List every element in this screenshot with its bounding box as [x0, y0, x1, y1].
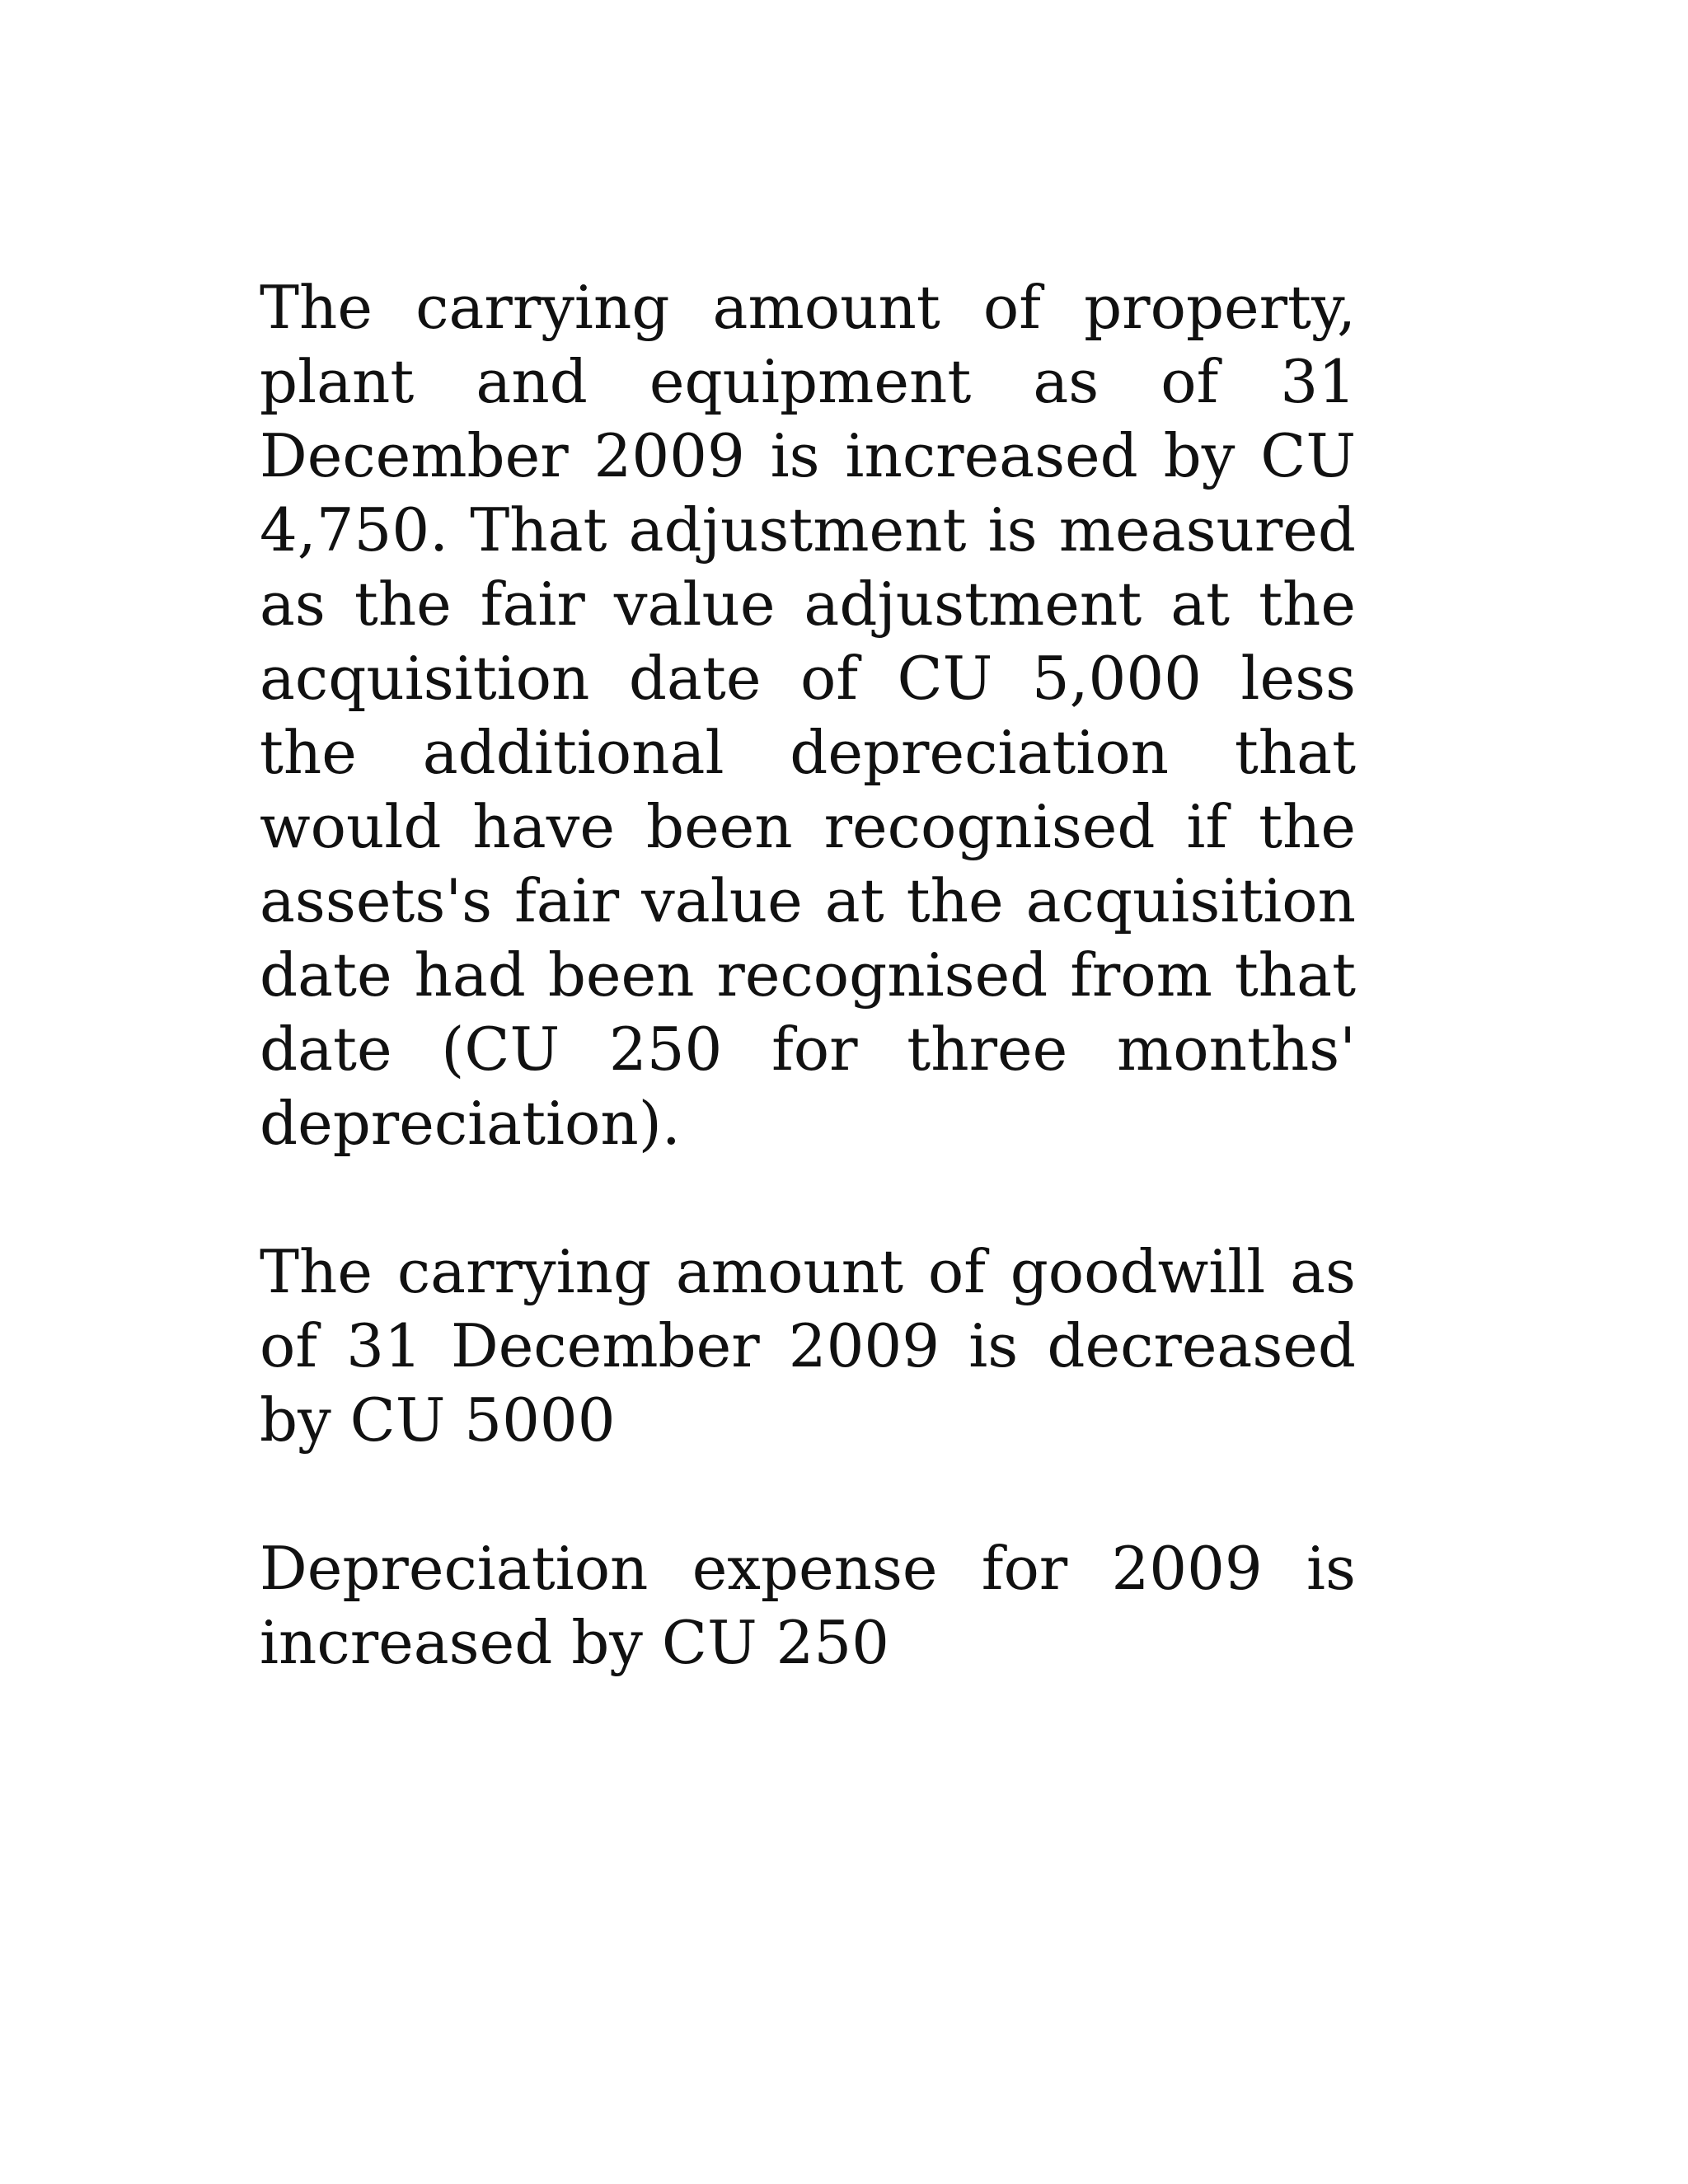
paragraph-depreciation-expense: Depreciation expense for 2009 is increased by CU 250: [260, 1534, 1356, 1677]
document-body: [260, 270, 1356, 1680]
paragraph-goodwill-adjustment: The carrying amount of goodwill as of 31 December 2009 is decreased by CU 5000: [260, 1237, 1356, 1455]
paragraph-ppe-adjustment: The carrying amount of property, plant and equipment as of 31 December 2009 is increased by CU 4,750. That adjustment is measured as the fair value adjustment at the acquisition date of CU 5,000 less the additional depreciation that would have been recognised if the assets's fair value at the acquisition date had been recognised from that date (CU 250 for three months' depreciation).: [260, 273, 1356, 1158]
